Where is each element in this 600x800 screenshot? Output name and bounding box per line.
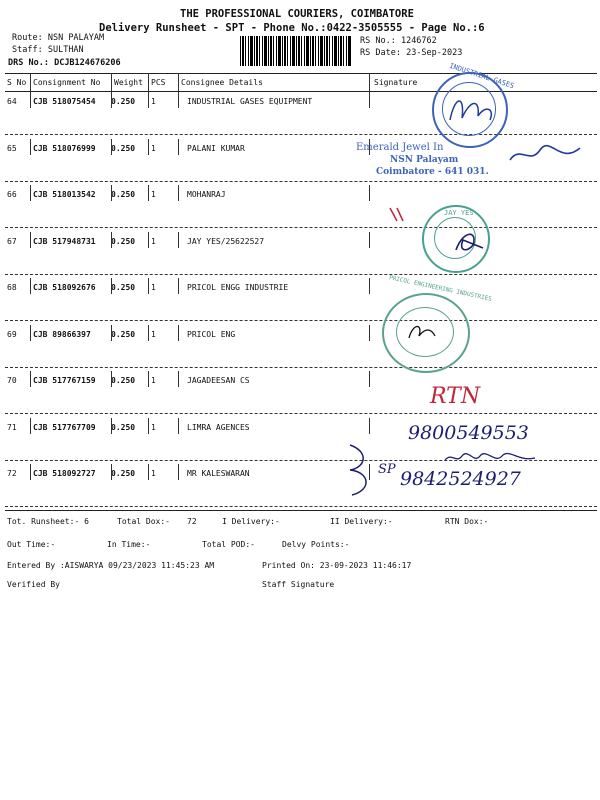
phone-handwriting-1: 9800549553 (408, 422, 529, 444)
cell-pcs: 1 (151, 422, 156, 432)
cell-consignee: PRICOL ENGG INDUSTRIE (187, 283, 289, 292)
delvy-points: Delvy Points:- (282, 540, 350, 549)
col-header-weight: Weight (114, 78, 143, 87)
cell-consignee: JAY YES/25622527 (187, 236, 265, 246)
signature-69 (405, 318, 439, 344)
col-divider (148, 232, 149, 248)
cell-consignee: MR KALESWARAN (187, 469, 250, 478)
col-divider (148, 139, 149, 155)
cell-consignment-no: CJB 518092676 (33, 283, 96, 292)
cell-consignment-no: CJB 518092727 (33, 469, 96, 478)
col-divider (30, 92, 31, 108)
rs-no-line (360, 36, 437, 46)
cell-consignment-no: CJB 517767709 (33, 422, 96, 432)
in-time: In Time:- (107, 540, 151, 549)
table-top-border (5, 73, 597, 74)
sp-handwriting: SP (378, 462, 396, 477)
col-divider (30, 185, 31, 201)
col-divider (178, 278, 179, 294)
phone-handwriting-2: 9842524927 (400, 468, 521, 490)
col-divider (178, 73, 179, 91)
cell-sno: 68 (7, 283, 17, 292)
signature-72-scribble (340, 440, 380, 500)
drs-value: DCJB124676206 (54, 58, 121, 68)
col-divider (30, 325, 31, 341)
cell-weight: 0.250 (111, 422, 136, 432)
i-delivery: I Delivery:- (222, 517, 280, 526)
cell-consignee: JAGADEESAN CS (187, 376, 250, 385)
col-divider (111, 139, 112, 155)
col-divider (369, 185, 370, 201)
cell-weight: 0.250 (111, 376, 136, 385)
col-header-pcs: PCS (151, 78, 166, 87)
staff-line (12, 45, 84, 55)
col-divider (369, 325, 370, 341)
entered-by: Entered By :AISWARYA 09/23/2023 11:45:23 AM (7, 561, 215, 570)
route-value: NSN PALAYAM (47, 33, 105, 43)
cell-sno: 64 (7, 97, 17, 106)
rs-no-value: 1246762 (400, 36, 437, 46)
cell-pcs: 1 (151, 469, 156, 478)
cell-weight: 0.250 (111, 190, 136, 199)
cell-consignment-no: CJB 518013542 (33, 190, 96, 199)
rs-no-label: RS No.: (360, 36, 396, 46)
total-pod: Total POD:- (202, 540, 255, 549)
cell-weight: 0.250 (111, 469, 136, 478)
signature-67-mark (385, 203, 409, 227)
barcode (240, 36, 352, 66)
col-divider (369, 73, 370, 91)
row-separator (5, 181, 597, 182)
signature-67 (448, 220, 488, 260)
col-divider (178, 371, 179, 387)
rtn-dox: RTN Dox:- (445, 517, 489, 526)
col-divider (30, 139, 31, 155)
signature-64 (440, 90, 500, 130)
cell-pcs: 1 (151, 283, 156, 292)
col-divider (148, 325, 149, 341)
col-divider (148, 418, 149, 434)
cell-sno: 71 (7, 422, 17, 432)
col-divider (369, 418, 370, 434)
cell-pcs: 1 (151, 329, 156, 339)
cell-consignee: PALANI KUMAR (187, 143, 245, 153)
cell-pcs: 1 (151, 143, 156, 153)
col-divider (369, 278, 370, 294)
cell-weight: 0.250 (111, 143, 136, 153)
col-divider (111, 73, 112, 91)
col-divider (369, 371, 370, 387)
col-divider (178, 139, 179, 155)
jay-yes-stamp-text: JAY YES (444, 209, 474, 217)
col-divider (148, 371, 149, 387)
col-divider (178, 92, 179, 108)
col-divider (30, 418, 31, 434)
tot-runsheet: Tot. Runsheet:- 6 (7, 517, 89, 526)
col-divider (30, 278, 31, 294)
cell-sno: 67 (7, 236, 17, 246)
drs-label: DRS No.: (8, 58, 49, 68)
route-line (12, 33, 104, 43)
col-header-signature: Signature (374, 78, 418, 87)
staff-label: Staff: (12, 45, 43, 55)
table-header-bottom-border (5, 91, 597, 92)
col-divider (111, 371, 112, 387)
drs-line (8, 58, 121, 68)
col-divider (178, 232, 179, 248)
cell-pcs: 1 (151, 376, 156, 385)
col-divider (178, 418, 179, 434)
col-divider (111, 464, 112, 480)
cell-pcs: 1 (151, 236, 156, 246)
cell-consignment-no: CJB 518076999 (33, 143, 96, 153)
col-divider (111, 325, 112, 341)
verified-by: Verified By (7, 580, 60, 589)
emerald-stamp-line1: Emerald Jewel In (356, 142, 444, 153)
cell-weight: 0.250 (111, 283, 136, 292)
col-divider (369, 92, 370, 108)
cell-sno: 65 (7, 143, 17, 153)
cell-sno: 69 (7, 329, 17, 339)
ii-delivery: II Delivery:- (330, 517, 393, 526)
col-divider (111, 92, 112, 108)
col-divider (178, 464, 179, 480)
col-divider (148, 278, 149, 294)
col-divider (148, 92, 149, 108)
runsheet-subtitle: Delivery Runsheet - SPT - Phone No.:0422-3505555 - Page No.:6 (99, 22, 485, 34)
col-divider (178, 325, 179, 341)
col-divider (111, 278, 112, 294)
total-dox-value: 72 (187, 517, 197, 526)
total-dox-label: Total Dox:- (117, 517, 170, 526)
col-divider (111, 185, 112, 201)
row-separator (5, 320, 597, 321)
out-time: Out Time:- (7, 540, 56, 549)
row-separator (5, 506, 597, 507)
cell-pcs: 1 (151, 97, 156, 106)
col-divider (30, 371, 31, 387)
col-header-consignment: Consignment No (33, 78, 101, 87)
cell-sno: 72 (7, 469, 17, 478)
col-header-consignee: Consignee Details (181, 78, 263, 87)
rs-date-value: 23-Sep-2023 (406, 48, 463, 58)
rs-date-label: RS Date: (360, 48, 401, 58)
col-divider (178, 185, 179, 201)
row-separator (5, 274, 597, 275)
row-separator (5, 227, 597, 228)
staff-value: SULTHAN (47, 45, 84, 55)
col-divider (148, 73, 149, 91)
cell-weight: 0.250 (111, 236, 136, 246)
signature-71 (440, 448, 540, 468)
pricol-stamp-text: PRICOL ENGINEERING INDUSTRIES (388, 274, 493, 303)
col-divider (148, 464, 149, 480)
cell-weight: 0.250 (111, 329, 136, 339)
row-separator (5, 413, 597, 414)
cell-sno: 66 (7, 190, 17, 199)
rs-date-line (360, 48, 462, 58)
company-name: THE PROFESSIONAL COURIERS, COIMBATORE (180, 8, 414, 20)
staff-signature: Staff Signature (262, 580, 335, 589)
return-handwriting: RTN (430, 384, 481, 409)
cell-pcs: 1 (151, 190, 156, 199)
cell-consignee: LIMRA AGENCES (187, 422, 250, 432)
emerald-stamp-line2: NSN Palayam (390, 155, 459, 165)
cell-consignment-no: CJB 89866397 (33, 329, 91, 339)
cell-consignment-no: CJB 517948731 (33, 236, 96, 246)
cell-consignment-no: CJB 518075454 (33, 97, 96, 106)
cell-consignment-no: CJB 517767159 (33, 376, 96, 385)
cell-weight: 0.250 (111, 97, 136, 106)
emerald-stamp-line3: Coimbatore - 641 031. (376, 167, 489, 177)
cell-consignee: MOHANRAJ (187, 190, 226, 199)
col-header-sno: S No (7, 78, 27, 87)
printed-on: Printed On: 23-09-2023 11:46:17 (262, 561, 412, 570)
col-divider (30, 464, 31, 480)
row-separator (5, 367, 597, 368)
col-divider (369, 232, 370, 248)
cell-consignee: INDUSTRIAL GASES EQUIPMENT (187, 97, 313, 106)
industrial-stamp-text: INDUSTRIAL GASES (448, 61, 516, 91)
route-label: Route: (12, 33, 43, 43)
row-separator (5, 134, 597, 135)
cell-sno: 70 (7, 376, 17, 385)
footer-top-border (5, 510, 597, 511)
col-divider (111, 418, 112, 434)
col-divider (30, 232, 31, 248)
signature-65 (505, 140, 585, 170)
col-divider (30, 73, 31, 91)
col-divider (111, 232, 112, 248)
cell-consignee: PRICOL ENG (187, 329, 236, 339)
col-divider (148, 185, 149, 201)
